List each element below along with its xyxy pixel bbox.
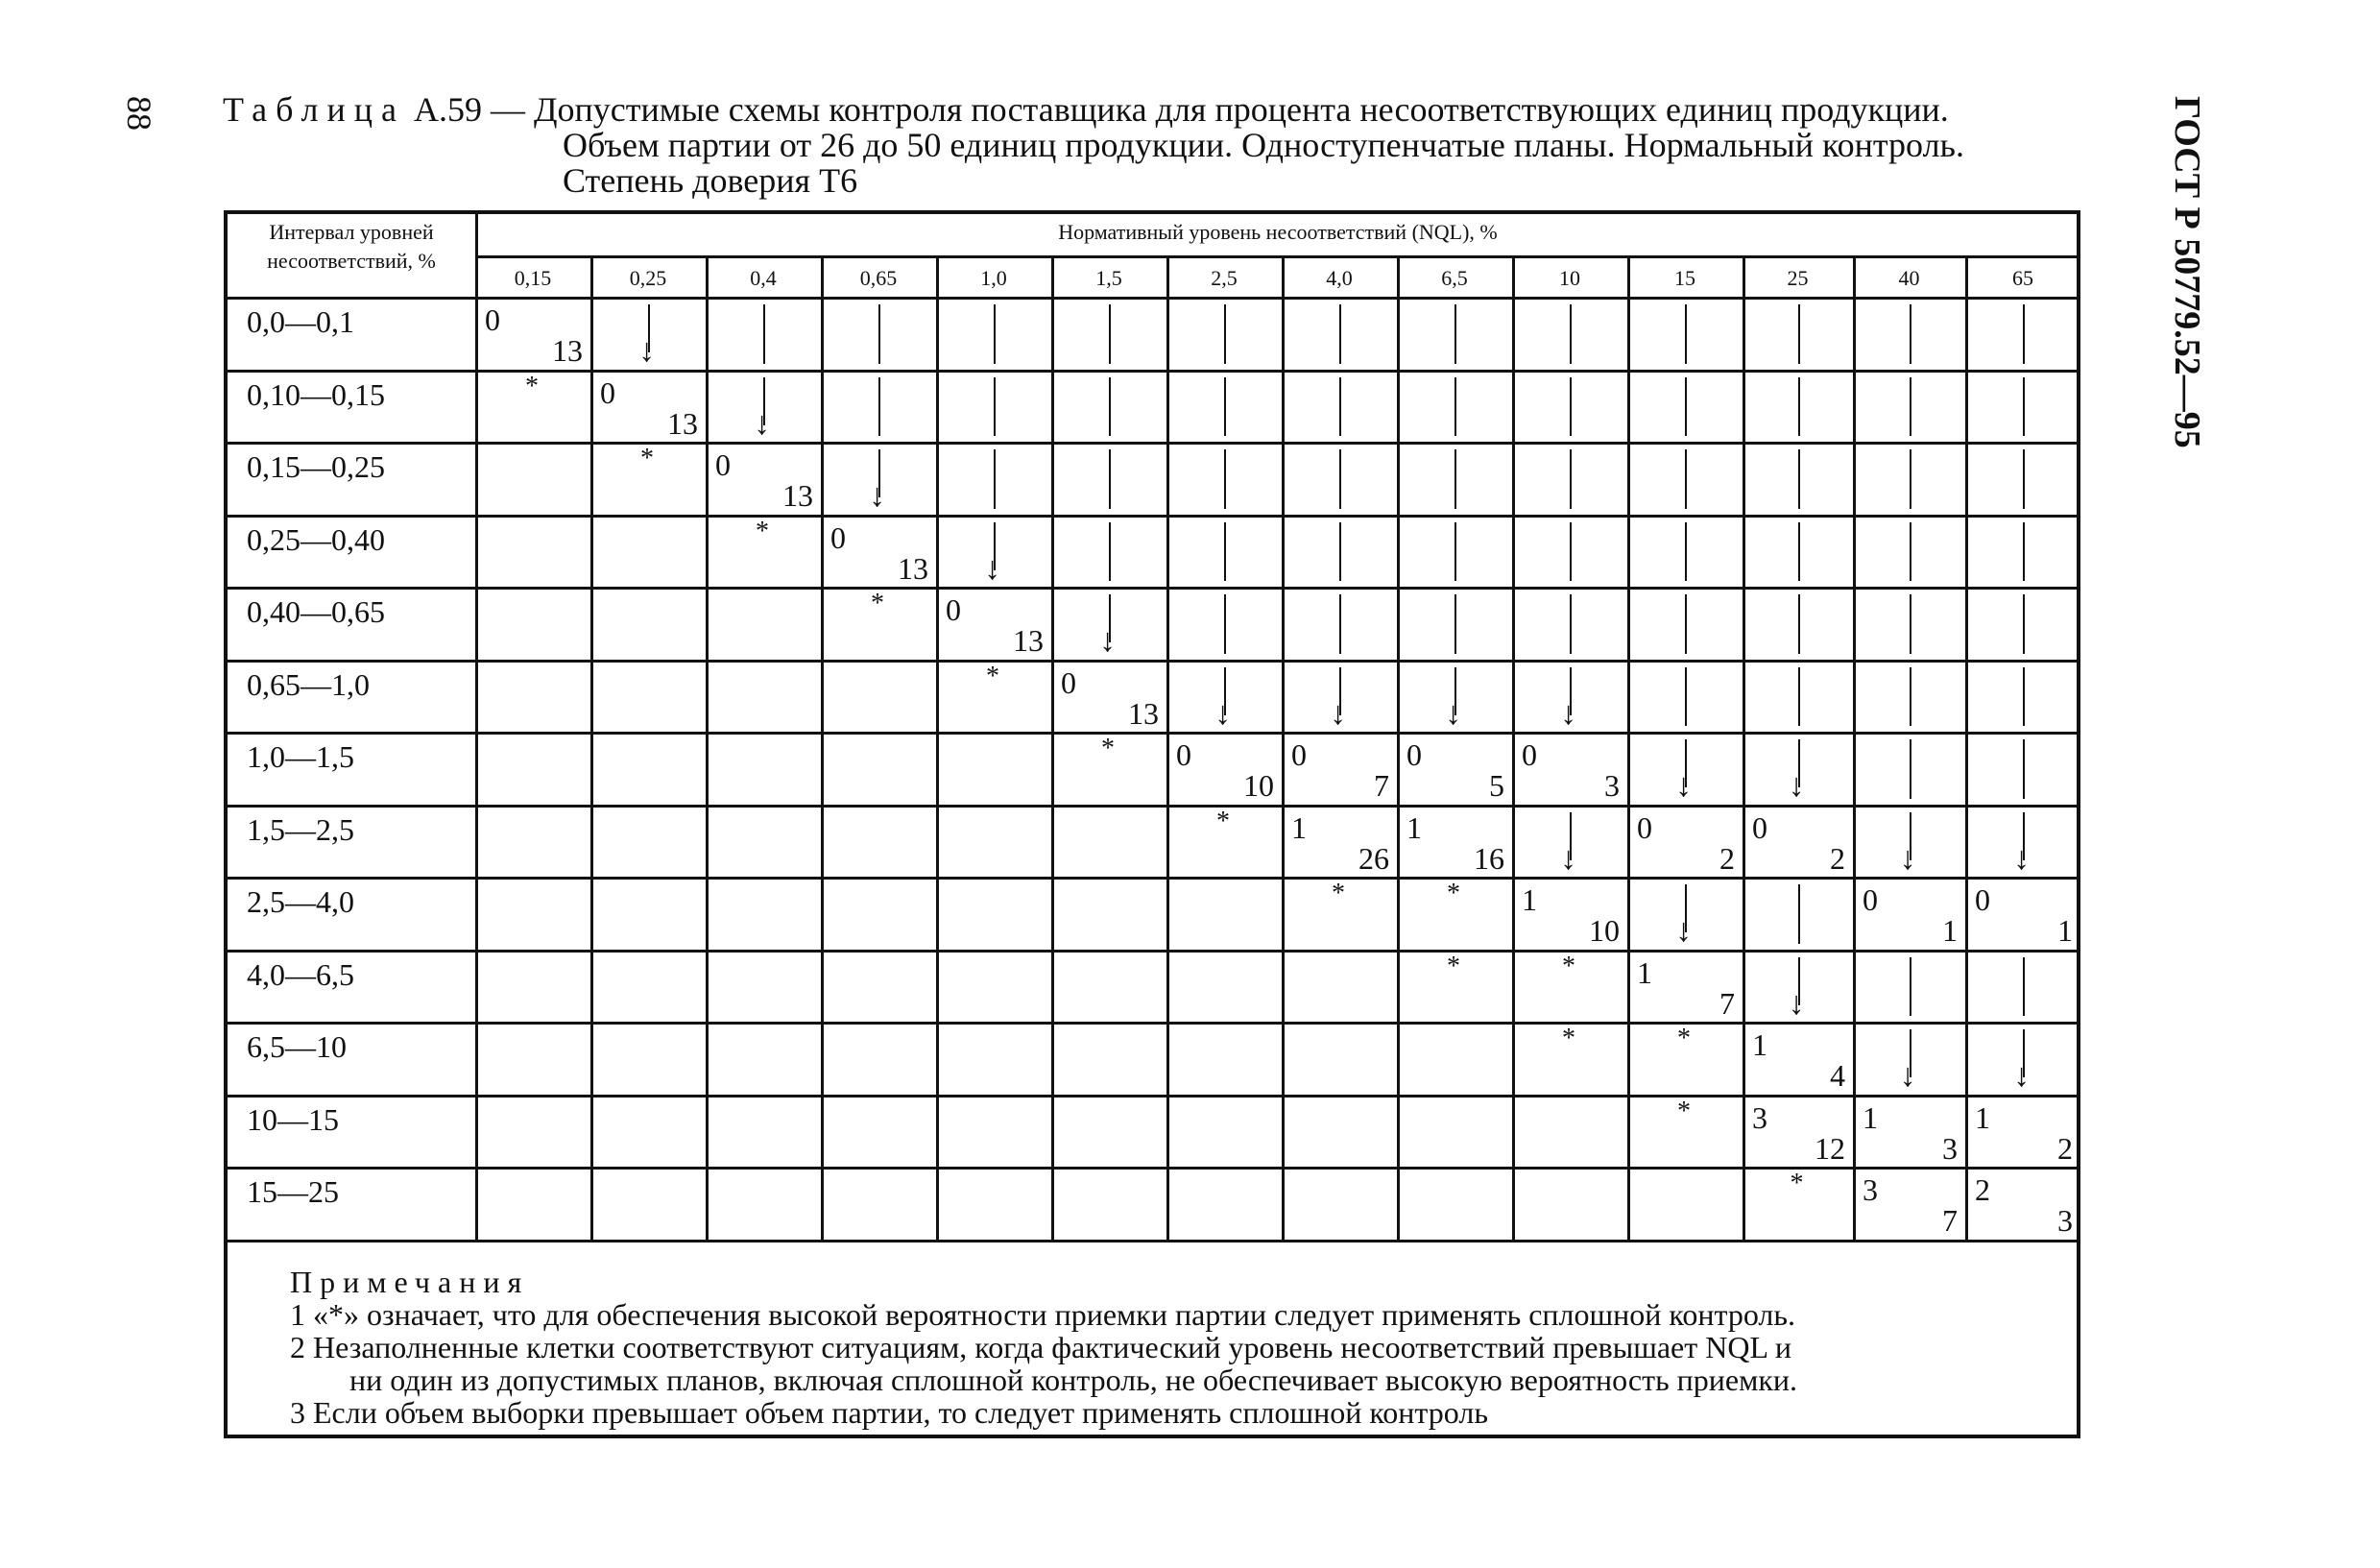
continuation-line (1570, 377, 1572, 437)
nql-column-label: 2,5 (1211, 266, 1238, 290)
document-code: ГОСТ Р 50779.52—95 (2167, 96, 2207, 448)
nql-column-label: 1,0 (980, 266, 1007, 290)
continuation-line (2023, 304, 2025, 364)
continuation-line (1339, 522, 1341, 582)
row-divider (228, 1095, 2080, 1098)
sample-size: 1 (1942, 913, 1958, 948)
full-inspection-mark: * (871, 589, 884, 618)
continuation-line (1454, 449, 1456, 509)
acceptance-number: 0 (1975, 882, 1990, 917)
continuation-line (1570, 522, 1572, 582)
acceptance-number: 1 (1975, 1099, 1990, 1135)
caption-label: Таблица (223, 90, 405, 129)
continuation-line (878, 377, 880, 437)
continuation-line (1109, 377, 1111, 437)
continuation-line (1224, 522, 1226, 582)
column-divider (1512, 255, 1515, 1240)
nql-column-label: 0,65 (859, 266, 898, 290)
row-interval-label: 1,5—2,5 (247, 811, 354, 847)
sample-size: 7 (1374, 768, 1389, 803)
acceptance-number: 1 (1522, 882, 1537, 917)
notes-title: Примечания (290, 1265, 530, 1299)
acceptance-number: 1 (1863, 1099, 1878, 1135)
full-inspection-mark: * (756, 516, 769, 546)
continuation-line (1224, 449, 1226, 509)
acceptance-number: 0 (946, 592, 961, 627)
sample-size: 2 (1830, 840, 1845, 876)
column-divider (590, 255, 593, 1240)
continuation-line (1685, 377, 1687, 437)
sample-size: 3 (2057, 1203, 2073, 1238)
row-divider (228, 370, 2080, 373)
down-arrow-icon: ↓ (1214, 695, 1231, 732)
sample-size: 5 (1489, 768, 1504, 803)
continuation-line (763, 304, 765, 364)
row-divider (228, 1022, 2080, 1025)
acceptance-number: 0 (1863, 882, 1878, 917)
column-divider (821, 255, 824, 1240)
row-interval-label: 0,65—1,0 (247, 666, 370, 702)
row-divider (228, 660, 2080, 663)
column-divider (1397, 255, 1400, 1240)
continuation-line (1454, 304, 1456, 364)
row-interval-label: 4,0—6,5 (247, 956, 354, 992)
down-arrow-icon: ↓ (1899, 840, 1916, 877)
continuation-line (1910, 957, 1911, 1017)
sample-size: 16 (1474, 840, 1504, 876)
full-inspection-mark: * (640, 444, 654, 473)
sample-size: 13 (1128, 695, 1159, 731)
caption-line-2: Объем партии от 26 до 50 единиц продукции. Одноступенчатые планы. Нормальный контроль. (563, 126, 1964, 164)
full-inspection-mark: * (1447, 879, 1460, 908)
row-interval-label: 1,0—1,5 (247, 739, 354, 774)
row-divider (228, 587, 2080, 590)
continuation-line (1685, 594, 1687, 654)
continuation-line (2023, 449, 2025, 509)
acceptance-number: 3 (1863, 1172, 1878, 1207)
sample-size: 13 (1013, 623, 1044, 658)
continuation-line (1454, 594, 1456, 654)
acceptance-number: 0 (1522, 737, 1537, 772)
continuation-line (1798, 522, 1800, 582)
down-arrow-icon: ↓ (1675, 913, 1692, 949)
down-arrow-icon: ↓ (1445, 695, 1461, 732)
note-1: 1 «*» означает, что для обеспечения высокой вероятности приемки партии следует применять сплошной контроль. (290, 1297, 1795, 1332)
continuation-line (1685, 304, 1687, 364)
table-caption (223, 92, 2076, 199)
acceptance-number: 2 (1975, 1172, 1990, 1207)
full-inspection-mark: * (1562, 1024, 1575, 1053)
nql-column-label: 0,25 (629, 266, 667, 290)
nql-column-label: 25 (1787, 266, 1809, 290)
row-interval-label: 0,15—0,25 (247, 449, 385, 484)
sample-size: 1 (2057, 913, 2073, 948)
row-interval-label: 10—15 (247, 1101, 339, 1137)
continuation-line (1570, 594, 1572, 654)
continuation-line (994, 449, 996, 509)
sample-size: 12 (1815, 1130, 1845, 1166)
acceptance-number: 0 (1406, 737, 1422, 772)
full-inspection-mark: * (1790, 1169, 1804, 1198)
nql-column-label: 65 (2012, 266, 2033, 290)
down-arrow-icon: ↓ (1899, 1058, 1916, 1094)
row-interval-label: 0,40—0,65 (247, 594, 385, 629)
full-inspection-mark: * (1216, 806, 1230, 836)
continuation-line (1798, 884, 1800, 944)
down-arrow-icon: ↓ (1788, 985, 1805, 1022)
sample-size: 4 (1830, 1058, 1845, 1093)
down-arrow-icon: ↓ (1675, 768, 1692, 804)
down-arrow-icon: ↓ (1099, 623, 1116, 659)
header-divider (475, 255, 2080, 258)
acceptance-number: 0 (1061, 664, 1076, 700)
row-interval-label: 0,25—0,40 (247, 521, 385, 557)
continuation-line (1910, 304, 1911, 364)
continuation-line (1224, 594, 1226, 654)
down-arrow-icon: ↓ (2013, 840, 2030, 877)
row-divider (228, 950, 2080, 953)
acceptance-number: 0 (485, 302, 500, 337)
continuation-line (1109, 304, 1111, 364)
continuation-line (1685, 522, 1687, 582)
continuation-line (1339, 594, 1341, 654)
continuation-line (1910, 739, 1911, 799)
sample-size: 10 (1589, 913, 1620, 948)
continuation-line (994, 377, 996, 437)
full-inspection-mark: * (1562, 951, 1575, 981)
note-2-line-2: ни один из допустимых планов, включая сплошной контроль, не обеспечивает высокую вероятность приемки. (349, 1363, 1798, 1397)
continuation-line (1570, 449, 1572, 509)
notes-block (290, 1266, 2056, 1429)
down-arrow-icon: ↓ (2013, 1058, 2030, 1094)
continuation-line (1910, 449, 1911, 509)
acceptance-number: 0 (1752, 809, 1767, 845)
header-bottom-line (228, 297, 2080, 300)
row-divider (228, 515, 2080, 518)
acceptance-schemes-table (224, 210, 2080, 1438)
continuation-line (1339, 377, 1341, 437)
caption-line-1: А.59 — Допустимые схемы контроля поставщика для процента несоответствующих единиц продукции. (404, 90, 1949, 129)
sample-size: 10 (1243, 768, 1274, 803)
acceptance-number: 1 (1406, 809, 1422, 845)
continuation-line (1454, 377, 1456, 437)
continuation-line (1224, 377, 1226, 437)
nql-column-label: 1,5 (1095, 266, 1122, 290)
row-divider (228, 1240, 2080, 1242)
sample-size: 13 (898, 550, 928, 586)
row-interval-label: 0,10—0,15 (247, 376, 385, 412)
down-arrow-icon: ↓ (1560, 840, 1576, 877)
down-arrow-icon: ↓ (638, 333, 655, 369)
continuation-line (1685, 449, 1687, 509)
continuation-line (1454, 522, 1456, 582)
page-number: 88 (120, 96, 158, 131)
row-divider (228, 877, 2080, 880)
continuation-line (878, 304, 880, 364)
nql-column-label: 0,15 (514, 266, 552, 290)
sample-size: 2 (1719, 840, 1735, 876)
continuation-line (1798, 304, 1800, 364)
full-inspection-mark: * (1677, 1024, 1691, 1053)
acceptance-number: 0 (1176, 737, 1191, 772)
nql-column-label: 40 (1898, 266, 1920, 290)
continuation-line (2023, 594, 2025, 654)
sample-size: 7 (1719, 985, 1735, 1021)
continuation-line (1339, 449, 1341, 509)
continuation-line (1339, 304, 1341, 364)
sample-size: 3 (1604, 768, 1620, 803)
down-arrow-icon: ↓ (754, 405, 770, 442)
column-divider (1166, 255, 1169, 1240)
continuation-line (1109, 449, 1111, 509)
down-arrow-icon: ↓ (1330, 695, 1346, 732)
continuation-line (1224, 304, 1226, 364)
caption-line-3: Степень доверия Т6 (563, 161, 858, 200)
column-divider (1051, 255, 1054, 1240)
column-divider (1965, 255, 1968, 1240)
sample-size: 13 (782, 478, 813, 513)
column-divider (1853, 255, 1856, 1240)
sample-size: 3 (1942, 1130, 1958, 1166)
row-interval-label: 0,0—0,1 (247, 304, 354, 339)
acceptance-number: 1 (1752, 1027, 1767, 1062)
continuation-line (2023, 667, 2025, 727)
continuation-line (1798, 594, 1800, 654)
row-divider (228, 805, 2080, 808)
continuation-line (1570, 304, 1572, 364)
continuation-line (1798, 667, 1800, 727)
continuation-line (1798, 377, 1800, 437)
nql-column-label: 15 (1674, 266, 1695, 290)
acceptance-number: 1 (1637, 954, 1652, 990)
continuation-line (1910, 667, 1911, 727)
acceptance-number: 1 (1291, 809, 1307, 845)
note-3: 3 Если объем выборки превышает объем партии, то следует применять сплошной контроль (290, 1395, 1488, 1430)
continuation-line (2023, 377, 2025, 437)
down-arrow-icon: ↓ (869, 478, 885, 514)
acceptance-number: 0 (1291, 737, 1307, 772)
full-inspection-mark: * (1677, 1096, 1691, 1126)
continuation-line (1798, 449, 1800, 509)
column-divider (706, 255, 709, 1240)
full-inspection-mark: * (1101, 734, 1115, 763)
down-arrow-icon: ↓ (1560, 695, 1576, 732)
continuation-line (1910, 377, 1911, 437)
nql-column-label: 10 (1559, 266, 1580, 290)
column-divider (1282, 255, 1285, 1240)
row-interval-label: 15—25 (247, 1174, 339, 1209)
full-inspection-mark: * (1332, 879, 1345, 908)
acceptance-number: 3 (1752, 1099, 1767, 1135)
continuation-line (1685, 667, 1687, 727)
nql-column-label: 0,4 (750, 266, 777, 290)
continuation-line (1910, 594, 1911, 654)
row-interval-label: 6,5—10 (247, 1029, 347, 1064)
acceptance-number: 0 (1637, 809, 1652, 845)
sample-size: 2 (2057, 1130, 2073, 1166)
full-inspection-mark: * (525, 371, 539, 401)
continuation-line (2023, 957, 2025, 1017)
row-divider (228, 732, 2080, 735)
continuation-line (994, 304, 996, 364)
sample-size: 26 (1358, 840, 1389, 876)
sample-size: 13 (667, 405, 698, 441)
nql-header: Нормативный уровень несоответствий (NQL), % (1058, 220, 1498, 244)
full-inspection-mark: * (986, 661, 999, 691)
acceptance-number: 0 (830, 519, 846, 555)
down-arrow-icon: ↓ (984, 550, 1000, 587)
column-divider (1627, 255, 1630, 1240)
down-arrow-icon: ↓ (1788, 768, 1805, 804)
continuation-line (1910, 522, 1911, 582)
acceptance-number: 0 (715, 447, 731, 482)
acceptance-number: 0 (600, 374, 615, 410)
row-interval-label: 2,5—4,0 (247, 884, 354, 919)
note-2-line-1: 2 Незаполненные клетки соответствуют ситуациям, когда фактический уровень несоответствий превышает NQL и (290, 1330, 1791, 1364)
column-divider (936, 255, 939, 1240)
sample-size: 13 (552, 333, 583, 368)
nql-column-label: 6,5 (1441, 266, 1468, 290)
continuation-line (1109, 522, 1111, 582)
corner-header: Интервал уровней несоответствий, % (267, 220, 436, 273)
nql-column-label: 4,0 (1326, 266, 1353, 290)
row-divider (228, 442, 2080, 445)
full-inspection-mark: * (1447, 951, 1460, 981)
continuation-line (2023, 522, 2025, 582)
continuation-line (2023, 739, 2025, 799)
sample-size: 7 (1942, 1203, 1958, 1238)
